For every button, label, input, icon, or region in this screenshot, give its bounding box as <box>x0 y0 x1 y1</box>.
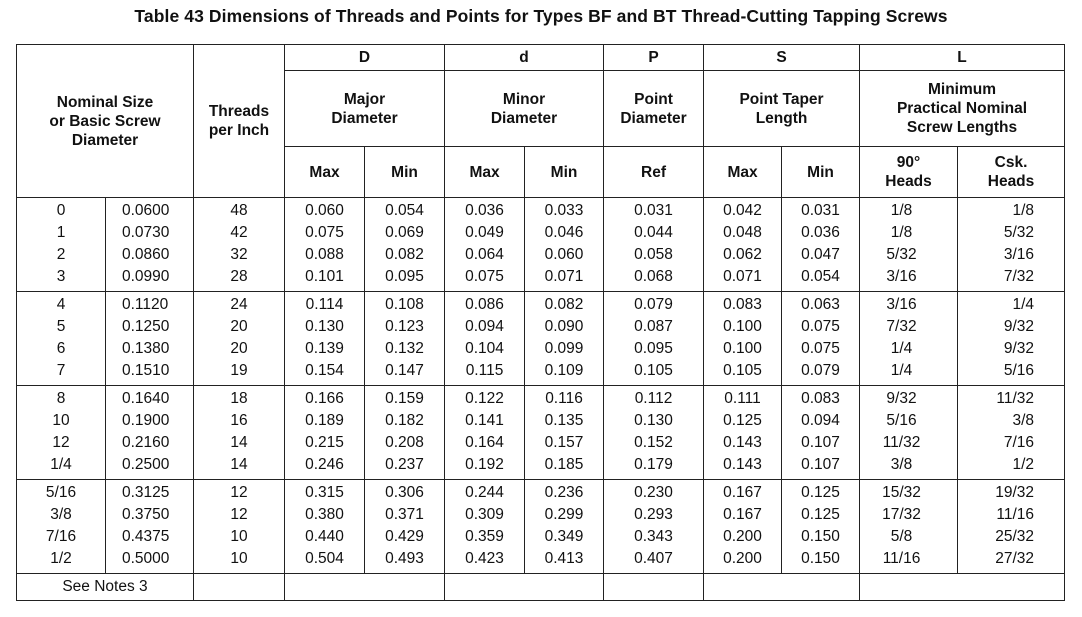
table-cell: 0.1380 <box>122 340 170 357</box>
table-cell: 6 <box>56 340 66 357</box>
table-cell: 0.083 <box>801 390 840 407</box>
table-cell: 0.192 <box>465 456 504 473</box>
table-cell: 19/32 <box>995 484 1035 501</box>
col-P-ref <box>604 198 704 292</box>
table-cell: 0.380 <box>305 506 344 523</box>
header-line: Threads <box>208 103 270 120</box>
table-cell: 12 <box>230 506 248 523</box>
col-S-min <box>782 198 860 292</box>
col-size-frac <box>17 292 106 386</box>
header-d-max: Max <box>445 147 525 198</box>
table-cell: 0.167 <box>723 484 762 501</box>
table-cell: 0.104 <box>465 340 504 357</box>
table-row-group <box>17 292 1065 386</box>
table-cell: 0.152 <box>634 434 673 451</box>
table-cell: 0.122 <box>465 390 504 407</box>
table-cell: 10 <box>230 550 248 567</box>
table-cell: 0.413 <box>544 550 584 567</box>
table-cell: 0.099 <box>544 340 584 357</box>
table-cell: 0.159 <box>385 390 424 407</box>
table-cell: 5 <box>56 318 66 335</box>
table-cell: 0.094 <box>465 318 504 335</box>
header-minor-diameter <box>445 71 604 147</box>
header-line: Diameter <box>620 109 687 127</box>
table-cell: 0.036 <box>465 202 504 219</box>
table-cell: 0.182 <box>385 412 424 429</box>
table-cell: 0.150 <box>801 550 840 567</box>
table-cell: 0.058 <box>634 246 673 263</box>
table-cell: 0.042 <box>723 202 762 219</box>
table-cell: 0.359 <box>465 528 504 545</box>
header-line: per Inch <box>208 122 270 139</box>
empty-cell <box>604 574 704 601</box>
table-cell: 0.108 <box>385 296 424 313</box>
table-cell: 0.031 <box>634 202 673 219</box>
table-cell: 0.107 <box>801 456 840 473</box>
header-line: Heads <box>885 173 932 190</box>
table-cell: 0.062 <box>723 246 762 263</box>
header-letter-D: D <box>285 45 445 71</box>
table-cell: 0.215 <box>305 434 344 451</box>
header-line: or Basic Screw <box>49 112 161 130</box>
header-line: 90° <box>896 154 921 171</box>
table-cell: 0.3125 <box>122 484 170 501</box>
col-size-dec <box>106 198 194 292</box>
table-cell: 0.087 <box>634 318 673 335</box>
header-nominal-size <box>17 45 194 198</box>
table-cell: 0.088 <box>305 246 344 263</box>
table-cell: 5/16 <box>1003 362 1035 379</box>
table-cell: 0.125 <box>801 484 840 501</box>
table-cell: 0.100 <box>723 340 762 357</box>
table-cell: 0.082 <box>385 246 424 263</box>
table-cell: 0.079 <box>801 362 840 379</box>
table-cell: 16 <box>230 412 248 429</box>
table-cell: 0.200 <box>723 528 762 545</box>
table-cell: 0.0860 <box>122 246 170 263</box>
table-cell: 11/16 <box>882 550 921 567</box>
header-90-heads <box>860 147 958 198</box>
col-d-min <box>525 480 604 574</box>
col-d-max <box>445 198 525 292</box>
header-P-ref: Ref <box>604 147 704 198</box>
table-cell: 20 <box>230 318 248 335</box>
table-cell: 20 <box>230 340 248 357</box>
empty-cell <box>704 574 860 601</box>
table-cell: 0.115 <box>465 362 504 379</box>
table-cell: 0.299 <box>544 506 584 523</box>
table-cell: 1 <box>56 224 66 241</box>
table-cell: 32 <box>230 246 248 263</box>
table-cell: 0.189 <box>305 412 344 429</box>
table-header <box>17 45 1065 198</box>
table-cell: 0 <box>56 202 66 219</box>
table-cell: 9/32 <box>886 390 917 407</box>
header-line: Point <box>634 90 673 108</box>
table-cell: 0.075 <box>801 318 840 335</box>
header-line: Diameter <box>71 131 139 149</box>
table-cell: 28 <box>230 268 248 285</box>
table-cell: 0.343 <box>634 528 673 545</box>
table-cell: 0.423 <box>465 550 504 567</box>
table-cell: 0.132 <box>385 340 424 357</box>
col-d-max <box>445 480 525 574</box>
thread-dimensions-table <box>16 44 1065 601</box>
table-title: Table 43 Dimensions of Threads and Points for Types BF and BT Thread-Cutting Tapping Screws <box>134 6 948 26</box>
table-cell: 25/32 <box>995 528 1035 545</box>
table-cell: 11/16 <box>996 506 1035 523</box>
table-cell: 0.141 <box>465 412 504 429</box>
col-P-ref <box>604 292 704 386</box>
table-cell: 3/16 <box>1003 246 1035 263</box>
table-row-group <box>17 198 1065 292</box>
empty-cell <box>860 574 1065 601</box>
table-cell: 9/32 <box>1003 340 1035 357</box>
col-D-min <box>365 198 445 292</box>
col-D-min <box>365 292 445 386</box>
table-cell: 3/8 <box>1012 412 1035 429</box>
row-group <box>17 386 1065 480</box>
col-size-frac <box>17 386 106 480</box>
table-cell: 0.154 <box>305 362 344 379</box>
table-cell: 0.504 <box>305 550 344 567</box>
table-cell: 0.044 <box>634 224 673 241</box>
table-cell: 0.101 <box>305 268 344 285</box>
table-cell: 0.054 <box>801 268 840 285</box>
table-cell: 0.309 <box>465 506 504 523</box>
header-line: Screw Lengths <box>906 119 1018 136</box>
col-S-min <box>782 480 860 574</box>
table-cell: 0.147 <box>385 362 424 379</box>
header-line: Heads <box>987 173 1035 190</box>
table-cell: 0.157 <box>544 434 584 451</box>
table-cell: 0.371 <box>385 506 424 523</box>
col-csk <box>958 292 1065 386</box>
col-D-max <box>285 480 365 574</box>
table-cell: 15/32 <box>882 484 921 501</box>
table-cell: 0.112 <box>634 390 673 407</box>
col-size-frac <box>17 480 106 574</box>
table-cell: 0.031 <box>801 202 840 219</box>
header-line: Minor <box>502 90 546 108</box>
header-csk-heads <box>958 147 1065 198</box>
table-cell: 0.493 <box>385 550 424 567</box>
col-size-dec <box>106 292 194 386</box>
table-cell: 0.2500 <box>122 456 170 473</box>
header-letter-d: d <box>445 45 604 71</box>
table-cell: 0.230 <box>634 484 673 501</box>
table-cell: 2 <box>56 246 66 263</box>
col-threads <box>194 198 285 292</box>
header-line: Length <box>755 109 808 127</box>
table-cell: 0.068 <box>634 268 673 285</box>
table-cell: 5/32 <box>886 246 917 263</box>
table-cell: 24 <box>230 296 248 313</box>
table-cell: 0.293 <box>634 506 673 523</box>
header-point-taper-length <box>704 71 860 147</box>
empty-cell <box>445 574 604 601</box>
header-line: Nominal Size <box>56 93 154 111</box>
col-threads <box>194 292 285 386</box>
header-S-max: Max <box>704 147 782 198</box>
table-cell: 12 <box>230 484 248 501</box>
table-cell: 7/16 <box>1003 434 1035 451</box>
col-S-min <box>782 386 860 480</box>
table-cell: 0.100 <box>723 318 762 335</box>
table-cell: 0.440 <box>305 528 344 545</box>
table-cell: 0.185 <box>544 456 584 473</box>
table-cell: 0.111 <box>724 390 761 407</box>
col-D-max <box>285 292 365 386</box>
table-cell: 1/4 <box>50 456 72 473</box>
col-S-max <box>704 292 782 386</box>
table-cell: 27/32 <box>995 550 1035 567</box>
table-cell: 3/16 <box>886 296 917 313</box>
col-S-max <box>704 198 782 292</box>
row-group <box>17 480 1065 574</box>
table-cell: 0.047 <box>801 246 840 263</box>
header-line: Major <box>343 90 386 108</box>
table-cell: 0.125 <box>723 412 762 429</box>
col-D-min <box>365 480 445 574</box>
table-cell: 0.4375 <box>122 528 170 545</box>
col-d-min <box>525 198 604 292</box>
table-cell: 0.075 <box>305 224 344 241</box>
table-cell: 0.3750 <box>122 506 170 523</box>
table-cell: 0.048 <box>723 224 762 241</box>
table-cell: 42 <box>230 224 248 241</box>
table-cell: 1/8 <box>890 202 913 219</box>
col-d-min <box>525 292 604 386</box>
table-cell: 0.407 <box>634 550 673 567</box>
header-line: Csk. <box>994 154 1028 171</box>
table-cell: 0.135 <box>544 412 584 429</box>
table-cell: 5/16 <box>886 412 917 429</box>
table-cell: 14 <box>230 434 248 451</box>
table-cell: 0.094 <box>801 412 840 429</box>
header-line: Point Taper <box>739 90 824 108</box>
header-line: Practical Nominal <box>896 100 1028 117</box>
table-cell: 0.166 <box>305 390 344 407</box>
table-row-group <box>17 386 1065 480</box>
table-cell: 0.315 <box>305 484 344 501</box>
table-cell: 1/4 <box>890 362 913 379</box>
col-d-max <box>445 386 525 480</box>
col-D-max <box>285 198 365 292</box>
table-cell: 0.1510 <box>122 362 170 379</box>
col-S-max <box>704 480 782 574</box>
table-cell: 0.179 <box>634 456 673 473</box>
header-letter-S: S <box>704 45 860 71</box>
table-cell: 12 <box>52 434 70 451</box>
table-cell: 0.143 <box>723 456 762 473</box>
table-cell: 8 <box>56 390 66 407</box>
table-cell: 9/32 <box>1003 318 1035 335</box>
table-cell: 0.208 <box>385 434 424 451</box>
col-heads90 <box>860 386 958 480</box>
col-S-max <box>704 386 782 480</box>
table-cell: 11/32 <box>882 434 921 451</box>
table-cell: 4 <box>56 296 66 313</box>
col-csk <box>958 480 1065 574</box>
table-cell: 0.429 <box>385 528 424 545</box>
table-cell: 7/32 <box>886 318 917 335</box>
table-cell: 0.105 <box>723 362 762 379</box>
table-cell: 1/4 <box>1012 296 1035 313</box>
table-cell: 0.033 <box>544 202 584 219</box>
col-D-max <box>285 386 365 480</box>
col-P-ref <box>604 480 704 574</box>
table-cell: 5/32 <box>1003 224 1035 241</box>
table-row-group <box>17 480 1065 574</box>
table-cell: 0.143 <box>723 434 762 451</box>
col-S-min <box>782 292 860 386</box>
header-letter-L: L <box>860 45 1065 71</box>
header-threads-per-inch <box>194 45 285 198</box>
table-cell: 0.0990 <box>122 268 170 285</box>
table-cell: 3/8 <box>50 506 72 523</box>
table-cell: 5/8 <box>890 528 913 545</box>
col-csk <box>958 198 1065 292</box>
table-cell: 0.0600 <box>122 202 170 219</box>
table-cell: 7/32 <box>1003 268 1035 285</box>
table-cell: 0.1640 <box>122 390 170 407</box>
col-heads90 <box>860 292 958 386</box>
header-D-max: Max <box>285 147 365 198</box>
table-cell: 1/2 <box>50 550 72 567</box>
table-cell: 48 <box>230 202 248 219</box>
col-heads90 <box>860 480 958 574</box>
table-cell: 0.109 <box>544 362 584 379</box>
table-cell: 0.123 <box>385 318 424 335</box>
table-cell: 0.246 <box>305 456 344 473</box>
table-cell: 18 <box>230 390 248 407</box>
table-cell: 0.139 <box>305 340 344 357</box>
table-cell: 0.036 <box>801 224 840 241</box>
table-cell: 0.0730 <box>122 224 170 241</box>
table-cell: 0.167 <box>723 506 762 523</box>
table-cell: 0.1120 <box>122 296 169 313</box>
table-cell: 0.054 <box>385 202 424 219</box>
table-cell: 1/4 <box>890 340 913 357</box>
table-cell: 19 <box>230 362 248 379</box>
header-line: Diameter <box>490 109 558 127</box>
table-cell: 3/8 <box>890 456 913 473</box>
header-min-screw-lengths <box>860 71 1065 147</box>
table-cell: 0.063 <box>801 296 840 313</box>
table-cell: 0.130 <box>634 412 673 429</box>
table-cell: 0.075 <box>801 340 840 357</box>
table-cell: 1/8 <box>1012 202 1035 219</box>
table-cell: 0.2160 <box>122 434 170 451</box>
table-cell: 0.244 <box>465 484 504 501</box>
table-cell: 0.349 <box>544 528 584 545</box>
table-cell: 0.095 <box>634 340 673 357</box>
table-cell: 10 <box>230 528 248 545</box>
table-cell: 0.049 <box>465 224 504 241</box>
table-cell: 0.075 <box>465 268 504 285</box>
table-cell: 0.079 <box>634 296 673 313</box>
table-cell: 0.237 <box>385 456 424 473</box>
empty-cell <box>194 574 285 601</box>
table-cell: 0.1900 <box>122 412 170 429</box>
col-threads <box>194 386 285 480</box>
table-cell: 7/16 <box>45 528 77 545</box>
table-cell: 7 <box>56 362 66 379</box>
col-size-dec <box>106 480 194 574</box>
table-cell: 1/8 <box>890 224 913 241</box>
col-D-min <box>365 386 445 480</box>
col-size-frac <box>17 198 106 292</box>
table-cell: 3 <box>56 268 66 285</box>
col-size-dec <box>106 386 194 480</box>
table-cell: 0.125 <box>801 506 840 523</box>
col-d-min <box>525 386 604 480</box>
header-major-diameter <box>285 71 445 147</box>
header-S-min: Min <box>782 147 860 198</box>
table-cell: 0.083 <box>723 296 762 313</box>
table-cell: 0.060 <box>544 246 584 263</box>
table-cell: 0.5000 <box>122 550 170 567</box>
col-d-max <box>445 292 525 386</box>
table-cell: 14 <box>230 456 248 473</box>
header-line: Diameter <box>331 109 398 127</box>
header-d-min: Min <box>525 147 604 198</box>
header-line: Minimum <box>928 81 997 98</box>
table-cell: 0.082 <box>544 296 584 313</box>
table-cell: 0.071 <box>723 268 762 285</box>
table-cell: 0.116 <box>545 390 583 407</box>
table-cell: 10 <box>52 412 70 429</box>
table-cell: 17/32 <box>882 506 921 523</box>
col-csk <box>958 386 1065 480</box>
table-cell: 0.150 <box>801 528 840 545</box>
table-cell: 0.105 <box>634 362 673 379</box>
empty-cell <box>285 574 445 601</box>
col-threads <box>194 480 285 574</box>
table-cell: 0.064 <box>465 246 504 263</box>
table-cell: 0.071 <box>544 268 584 285</box>
table-cell: 0.090 <box>544 318 584 335</box>
table-cell: 0.086 <box>465 296 504 313</box>
col-heads90 <box>860 198 958 292</box>
table-cell: 0.1250 <box>122 318 170 335</box>
table-cell: 3/16 <box>886 268 917 285</box>
table-cell: 0.046 <box>544 224 584 241</box>
table-cell: 0.236 <box>544 484 584 501</box>
row-group <box>17 198 1065 292</box>
table-cell: 1/2 <box>1012 456 1035 473</box>
table-cell: 0.164 <box>465 434 504 451</box>
header-point-diameter <box>604 71 704 147</box>
header-D-min: Min <box>365 147 445 198</box>
table-cell: 0.107 <box>801 434 840 451</box>
header-letter-P: P <box>604 45 704 71</box>
table-cell: 0.114 <box>305 296 344 313</box>
table-cell: 0.130 <box>305 318 344 335</box>
table-cell: 11/32 <box>996 390 1035 407</box>
notes-cell: See Notes 3 <box>17 574 194 601</box>
table-cell: 0.060 <box>305 202 344 219</box>
table-cell: 0.069 <box>385 224 424 241</box>
row-group <box>17 292 1065 386</box>
table-cell: 0.095 <box>385 268 424 285</box>
table-cell: 5/16 <box>45 484 77 501</box>
table-cell: 0.200 <box>723 550 762 567</box>
table-cell: 0.306 <box>385 484 424 501</box>
col-P-ref <box>604 386 704 480</box>
